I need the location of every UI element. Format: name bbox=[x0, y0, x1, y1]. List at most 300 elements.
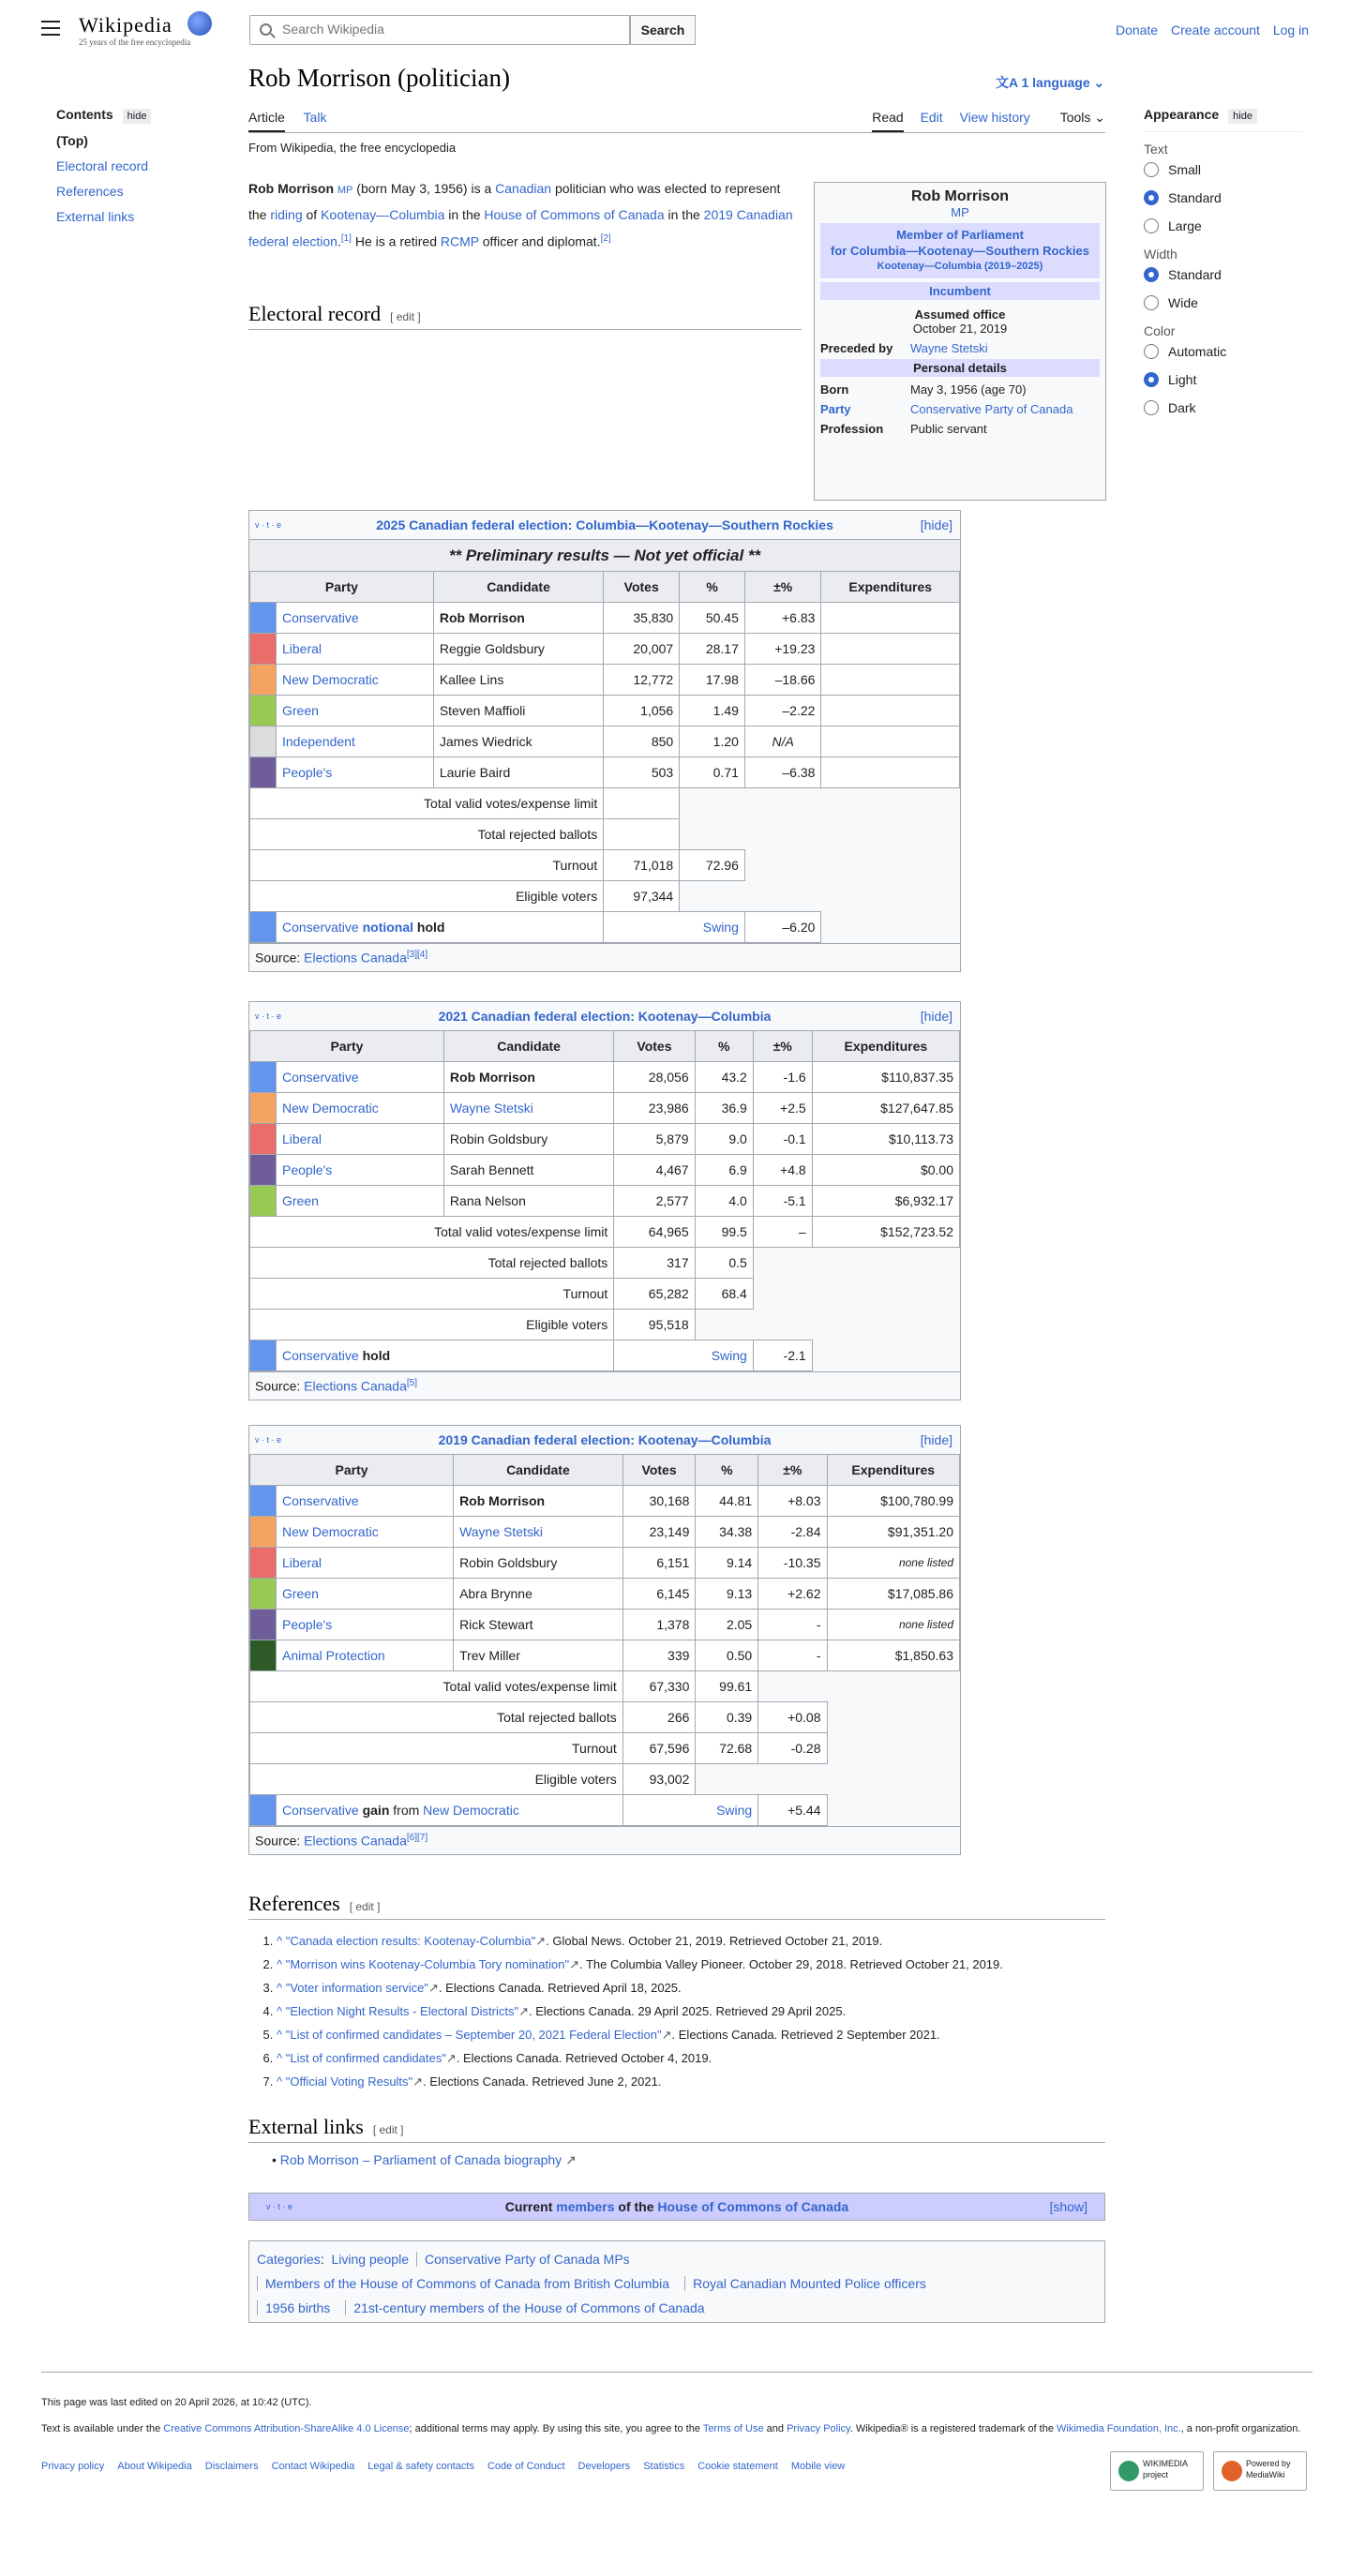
candidate-cell bbox=[454, 1548, 623, 1579]
rejected-change: +0.08 bbox=[758, 1702, 827, 1733]
kootenay-columbia-link[interactable]: Kootenay—Columbia bbox=[321, 207, 445, 222]
radio[interactable] bbox=[1144, 162, 1159, 177]
ref-details: . Elections Canada. Retrieved April 18, 2025. bbox=[438, 1981, 682, 1995]
ref-title-link[interactable]: "Morrison wins Kootenay-Columbia Tory nomination" bbox=[285, 1957, 570, 1971]
category-link[interactable]: 21st-century members of the House of Commons of Canada bbox=[345, 2300, 712, 2315]
infobox-party[interactable]: Conservative Party of Canada bbox=[910, 402, 1073, 416]
text-size-standard[interactable] bbox=[1144, 190, 1303, 205]
source-link[interactable]: Elections Canada bbox=[304, 950, 407, 966]
cell-d: –18.66 bbox=[744, 665, 821, 696]
party-cell bbox=[277, 1062, 444, 1093]
turnout-percent: 72.96 bbox=[680, 850, 745, 881]
empty bbox=[680, 819, 960, 850]
text: ; additional terms may apply. By using this site, you agree to the bbox=[409, 2423, 703, 2434]
mp-link[interactable]: MP bbox=[337, 185, 353, 196]
toc-item-electoral-record[interactable]: Electoral record bbox=[56, 158, 149, 173]
tab-read[interactable]: Read bbox=[872, 110, 903, 132]
user-links bbox=[1106, 22, 1309, 37]
tab-tools[interactable]: Tools ⌄ bbox=[1059, 110, 1105, 125]
cell-d: +8.03 bbox=[758, 1486, 827, 1517]
party-cell bbox=[277, 1486, 454, 1517]
infobox-role[interactable]: Member of Parliament bbox=[896, 228, 1024, 242]
category-link[interactable]: Conservative Party of Canada MPs bbox=[416, 2252, 638, 2267]
text: . Wikipedia® is a registered trademark of the bbox=[849, 2423, 1057, 2434]
total-valid-votes: 67,330 bbox=[622, 1671, 696, 1702]
color-dark[interactable] bbox=[1144, 400, 1303, 415]
reference-item bbox=[277, 1999, 1120, 2023]
notional-link[interactable]: notional bbox=[362, 920, 414, 935]
candidate-name: Robin Goldsbury bbox=[459, 1555, 558, 1570]
source-label: Source: bbox=[255, 950, 305, 966]
color-automatic[interactable] bbox=[1144, 344, 1303, 359]
party-cell bbox=[277, 1124, 444, 1155]
rejected-percent: 0.39 bbox=[696, 1702, 758, 1733]
rejected-label: Total rejected ballots bbox=[250, 1702, 623, 1733]
eligible-label: Eligible voters bbox=[250, 1310, 614, 1340]
party-link[interactable]: Green bbox=[282, 703, 319, 718]
text: of bbox=[302, 207, 322, 222]
col-candidate: Candidate bbox=[443, 1031, 613, 1062]
col-party: Party bbox=[250, 572, 434, 603]
cell-v: 12,772 bbox=[604, 665, 680, 696]
footer-link[interactable]: Developers bbox=[578, 2461, 631, 2472]
logo-tagline: 25 years of the free encyclopedia bbox=[79, 37, 191, 47]
cell-v: 28,056 bbox=[614, 1062, 695, 1093]
ref-title-link[interactable]: "Election Night Results - Electoral Districts" bbox=[285, 2004, 519, 2018]
results-table bbox=[249, 1454, 960, 1826]
footer-link[interactable]: Mobile view bbox=[790, 2461, 846, 2472]
cell-pc: 43.2 bbox=[695, 1062, 753, 1093]
categories-label[interactable]: Categories bbox=[257, 2252, 321, 2267]
house-of-commons-link[interactable]: House of Commons of Canada bbox=[657, 2199, 849, 2214]
radio-label: Automatic bbox=[1168, 344, 1227, 359]
appearance-hide-button[interactable]: hide bbox=[1228, 109, 1257, 124]
party-swatch bbox=[250, 1517, 277, 1548]
section-electoral-record bbox=[248, 302, 802, 330]
infobox-key[interactable]: Party bbox=[820, 402, 851, 416]
footer-link[interactable]: Legal & safety contacts bbox=[368, 2461, 474, 2472]
empty bbox=[758, 1671, 960, 1702]
toc-item-top[interactable]: (Top) bbox=[56, 133, 88, 148]
candidate-cell bbox=[443, 1186, 613, 1217]
vte-links[interactable]: v · t · e bbox=[255, 1435, 282, 1445]
infobox-personal: Personal details bbox=[820, 359, 1100, 377]
ref-backlink[interactable]: ^ bbox=[277, 2051, 286, 2065]
party-cell bbox=[277, 1155, 444, 1186]
col-party: Party bbox=[250, 1455, 454, 1486]
party-cell bbox=[277, 696, 434, 726]
party-link[interactable]: New Democratic bbox=[423, 1803, 519, 1818]
ref-link[interactable]: [2] bbox=[600, 233, 611, 244]
empty bbox=[696, 1764, 960, 1795]
reference-item bbox=[277, 1976, 1120, 1999]
candidate-name[interactable]: Wayne Stetski bbox=[449, 1101, 533, 1116]
cell-v: 1,378 bbox=[622, 1610, 696, 1640]
party-swatch bbox=[250, 757, 277, 788]
swing-value: +5.44 bbox=[758, 1795, 827, 1826]
election-2025-table bbox=[248, 510, 961, 972]
party-link[interactable]: Conservative bbox=[282, 1348, 359, 1363]
table-of-contents bbox=[56, 107, 206, 234]
ref-link[interactable]: [1] bbox=[340, 233, 352, 244]
ref-details: . Elections Canada. 29 April 2025. Retrieved 29 April 2025. bbox=[528, 2004, 847, 2018]
ref-link[interactable]: [3][4] bbox=[406, 950, 428, 960]
col-expenditures: Expenditures bbox=[827, 1455, 960, 1486]
search-input[interactable] bbox=[282, 22, 563, 37]
table-row bbox=[250, 1093, 960, 1124]
canadian-link[interactable]: Canadian bbox=[495, 181, 552, 196]
hold-cell bbox=[277, 1340, 614, 1371]
language-button[interactable]: 文A 1 language ⌄ bbox=[996, 75, 1105, 90]
col-candidate: Candidate bbox=[454, 1455, 623, 1486]
table-row bbox=[250, 665, 960, 696]
external-link[interactable]: Rob Morrison – Parliament of Canada biography bbox=[279, 2152, 562, 2167]
edit-link[interactable]: [ edit ] bbox=[372, 2123, 404, 2136]
cell-e: $10,113.73 bbox=[812, 1124, 959, 1155]
party-link[interactable]: Liberal bbox=[282, 1131, 322, 1146]
cell-pc: 9.13 bbox=[696, 1579, 758, 1610]
cell-e bbox=[821, 757, 960, 788]
candidate-cell bbox=[443, 1124, 613, 1155]
rcmp-link[interactable]: RCMP bbox=[440, 233, 479, 249]
table-row bbox=[250, 1640, 960, 1671]
party-cell bbox=[277, 1610, 454, 1640]
eligible-voters: 95,518 bbox=[614, 1310, 695, 1340]
cell-d: –6.38 bbox=[744, 757, 821, 788]
cell-pc: 9.0 bbox=[695, 1124, 753, 1155]
infobox-preceded-by[interactable]: Wayne Stetski bbox=[910, 341, 988, 355]
col-votes: Votes bbox=[604, 572, 680, 603]
candidate-name: Sarah Bennett bbox=[449, 1162, 534, 1177]
riding-link[interactable]: riding bbox=[270, 207, 303, 222]
mediawiki-badge[interactable] bbox=[1213, 2451, 1307, 2491]
reference-item bbox=[277, 1929, 1120, 1953]
category-link[interactable]: Royal Canadian Mounted Police officers bbox=[684, 2276, 934, 2291]
cell-pc: 28.17 bbox=[680, 634, 745, 665]
empty bbox=[753, 1279, 959, 1310]
reference-item bbox=[277, 2070, 1120, 2093]
radio[interactable] bbox=[1144, 372, 1159, 387]
footer-link[interactable]: About Wikipedia bbox=[117, 2461, 192, 2472]
swing-link[interactable]: Swing bbox=[622, 1795, 758, 1826]
cell-pc: 0.71 bbox=[680, 757, 745, 788]
footer-link[interactable]: Contact Wikipedia bbox=[271, 2461, 355, 2472]
party-link[interactable]: Conservative bbox=[282, 1493, 359, 1508]
party-link[interactable]: People's bbox=[282, 765, 333, 780]
wikimedia-icon bbox=[1118, 2461, 1139, 2481]
footer-link[interactable]: Statistics bbox=[643, 2461, 685, 2472]
party-link[interactable]: Liberal bbox=[282, 641, 322, 656]
source-line bbox=[249, 1371, 960, 1400]
party-swatch bbox=[250, 912, 277, 943]
party-link[interactable]: Conservative bbox=[282, 610, 359, 625]
candidate-name: Abra Brynne bbox=[459, 1586, 532, 1601]
infobox-key: Profession bbox=[820, 422, 884, 436]
tab-view-history[interactable]: View history bbox=[959, 110, 1030, 125]
footer-link[interactable]: Code of Conduct bbox=[487, 2461, 565, 2472]
candidate-cell bbox=[454, 1579, 623, 1610]
party-link[interactable]: Independent bbox=[282, 734, 355, 749]
ext-icon: ↗ bbox=[412, 2074, 424, 2089]
page-title: Rob Morrison (politician) bbox=[248, 64, 510, 92]
party-link[interactable]: Conservative bbox=[282, 1070, 359, 1085]
col-votes: Votes bbox=[622, 1455, 696, 1486]
cell-pc: 9.14 bbox=[696, 1548, 758, 1579]
color-light[interactable] bbox=[1144, 372, 1303, 387]
cell-e: $6,932.17 bbox=[812, 1186, 959, 1217]
infobox-key: Preceded by bbox=[820, 341, 893, 355]
menu-icon[interactable] bbox=[41, 21, 60, 36]
ref-link[interactable]: [5] bbox=[406, 1378, 418, 1388]
party-swatch bbox=[250, 726, 277, 757]
candidate-cell bbox=[433, 603, 603, 634]
radio[interactable] bbox=[1144, 218, 1159, 233]
text: Text is available under the bbox=[41, 2423, 164, 2434]
table-row bbox=[250, 696, 960, 726]
text-size-small[interactable] bbox=[1144, 162, 1303, 177]
total-valid-change: – bbox=[753, 1217, 812, 1248]
col-party: Party bbox=[250, 1031, 444, 1062]
party-swatch bbox=[250, 665, 277, 696]
cell-d: - bbox=[758, 1640, 827, 1671]
party-link[interactable]: Conservative bbox=[282, 920, 359, 935]
turnout-votes: 71,018 bbox=[604, 850, 680, 881]
result-rows bbox=[250, 603, 960, 788]
cell-v: 5,879 bbox=[614, 1124, 695, 1155]
ref-title-link[interactable]: "Official Voting Results" bbox=[285, 2074, 413, 2089]
cell-pc: 17.98 bbox=[680, 665, 745, 696]
cell-e bbox=[821, 726, 960, 757]
cell-d: –2.22 bbox=[744, 696, 821, 726]
ref-details: . Elections Canada. Retrieved June 2, 2021. bbox=[423, 2074, 662, 2089]
radio-label: Dark bbox=[1168, 400, 1196, 415]
party-link[interactable]: New Democratic bbox=[282, 1101, 379, 1116]
footer-link[interactable]: Disclaimers bbox=[204, 2461, 259, 2472]
wikipedia-globe-icon[interactable] bbox=[188, 11, 212, 36]
party-cell bbox=[277, 757, 434, 788]
cell-d: +2.62 bbox=[758, 1579, 827, 1610]
width-wide[interactable] bbox=[1144, 295, 1303, 310]
source-label: Source: bbox=[255, 1833, 305, 1849]
table-title[interactable]: 2019 Canadian federal election: Kootenay—Columbia bbox=[438, 1432, 772, 1447]
vte-links[interactable]: v · t · e bbox=[255, 520, 282, 530]
rejected-label: Total rejected ballots bbox=[250, 1248, 614, 1279]
candidate-cell bbox=[433, 634, 603, 665]
infobox-mp[interactable]: MP bbox=[951, 205, 969, 219]
category-link[interactable]: Members of the House of Commons of Canada from British Columbia bbox=[257, 2276, 677, 2291]
logo-wordmark[interactable]: Wikipedia bbox=[79, 13, 172, 37]
cell-d: -2.84 bbox=[758, 1517, 827, 1548]
col-expenditures: Expenditures bbox=[812, 1031, 959, 1062]
house-of-commons-link[interactable]: House of Commons of Canada bbox=[484, 207, 665, 222]
source-link[interactable]: Elections Canada bbox=[304, 1833, 407, 1849]
footer-link[interactable]: Cookie statement bbox=[698, 2461, 778, 2472]
toc-title: Contents bbox=[56, 107, 113, 122]
tools-label: Tools bbox=[1059, 110, 1091, 125]
party-swatch bbox=[250, 1340, 277, 1371]
party-swatch bbox=[250, 634, 277, 665]
ref-backlink[interactable]: ^ bbox=[277, 1981, 286, 1995]
turnout-percent: 68.4 bbox=[695, 1279, 753, 1310]
navbox-text: Current bbox=[504, 2199, 557, 2214]
table-row bbox=[250, 1517, 960, 1548]
table-row bbox=[250, 1062, 960, 1093]
radio[interactable] bbox=[1144, 267, 1159, 282]
tab-edit[interactable]: Edit bbox=[920, 110, 943, 125]
party-swatch bbox=[250, 1548, 277, 1579]
radio-label: Small bbox=[1168, 162, 1202, 177]
tab-talk[interactable]: Talk bbox=[303, 110, 327, 125]
col-change: ±% bbox=[753, 1031, 812, 1062]
cell-d: -1.6 bbox=[753, 1062, 812, 1093]
width-standard[interactable] bbox=[1144, 267, 1303, 282]
radio[interactable] bbox=[1144, 344, 1159, 359]
cell-pc: 2.05 bbox=[696, 1610, 758, 1640]
terms-link[interactable]: Terms of Use bbox=[702, 2423, 764, 2434]
reference-item bbox=[277, 1953, 1120, 1976]
category-link[interactable]: 1956 births bbox=[257, 2300, 338, 2315]
preliminary-notice: ** Preliminary results — Not yet official ** bbox=[249, 539, 960, 571]
candidate-name: Robin Goldsbury bbox=[449, 1131, 548, 1146]
toc-hide-button[interactable]: hide bbox=[123, 109, 152, 124]
cell-v: 6,145 bbox=[622, 1579, 696, 1610]
search-button[interactable]: Search bbox=[630, 15, 696, 45]
party-link[interactable]: Animal Protection bbox=[282, 1648, 385, 1663]
infobox-prev-riding[interactable]: Kootenay—Columbia (2019–2025) bbox=[877, 261, 1043, 272]
party-link[interactable]: People's bbox=[282, 1617, 333, 1632]
party-link[interactable]: New Democratic bbox=[282, 1524, 379, 1539]
party-link[interactable]: New Democratic bbox=[282, 672, 379, 687]
cell-d: +4.8 bbox=[753, 1155, 812, 1186]
hide-toggle[interactable]: [hide] bbox=[920, 1432, 952, 1447]
party-swatch bbox=[250, 1186, 277, 1217]
from-wikipedia: From Wikipedia, the free encyclopedia bbox=[248, 141, 457, 155]
ref-title-link[interactable]: "Voter information service" bbox=[285, 1981, 429, 1995]
footer-link[interactable]: Privacy policy bbox=[41, 2461, 105, 2472]
login-link[interactable]: Log in bbox=[1272, 22, 1309, 37]
party-link[interactable]: Green bbox=[282, 1586, 319, 1601]
swing-link[interactable]: Swing bbox=[614, 1340, 754, 1371]
expense-limit: $152,723.52 bbox=[812, 1217, 959, 1248]
ref-title-link[interactable]: "List of confirmed candidates – September 20, 2021 Federal Election" bbox=[285, 2028, 662, 2042]
col-percent: % bbox=[696, 1455, 758, 1486]
appearance-title: Appearance bbox=[1144, 107, 1220, 122]
party-link[interactable]: Green bbox=[282, 1193, 319, 1208]
hide-toggle[interactable]: [hide] bbox=[920, 1009, 952, 1024]
party-swatch bbox=[250, 1610, 277, 1640]
create-account-link[interactable]: Create account bbox=[1171, 22, 1260, 37]
party-link[interactable]: Conservative bbox=[282, 1803, 359, 1818]
candidate-cell bbox=[454, 1610, 623, 1640]
toc-item-references[interactable]: References bbox=[56, 184, 124, 199]
subject-name: Rob Morrison bbox=[248, 181, 334, 196]
wikimedia-badge[interactable] bbox=[1110, 2451, 1204, 2491]
mediawiki-icon bbox=[1222, 2461, 1242, 2481]
infobox-incumbent[interactable]: Incumbent bbox=[820, 282, 1100, 300]
table-row bbox=[250, 603, 960, 634]
eligible-voters: 93,002 bbox=[622, 1764, 696, 1795]
ref-backlink[interactable]: ^ bbox=[277, 2004, 286, 2018]
ref-backlink[interactable]: ^ bbox=[277, 2028, 286, 2042]
source-label: Source: bbox=[255, 1378, 305, 1394]
table-title[interactable]: 2025 Canadian federal election: Columbia—Kootenay—Southern Rockies bbox=[376, 517, 833, 532]
party-link[interactable]: People's bbox=[282, 1162, 333, 1177]
vte-links[interactable]: v · t · e bbox=[266, 2202, 293, 2211]
cell-e: $17,085.86 bbox=[827, 1579, 960, 1610]
donate-link[interactable]: Donate bbox=[1115, 22, 1159, 37]
infobox-riding[interactable]: for Columbia—Kootenay—Southern Rockies bbox=[831, 244, 1089, 258]
swing-link[interactable]: Swing bbox=[604, 912, 745, 943]
election-2019-link[interactable]: 2019 Canadian federal election bbox=[248, 207, 793, 249]
edit-link[interactable]: [ edit ] bbox=[390, 310, 421, 323]
table-title[interactable]: 2021 Canadian federal election: Kootenay—Columbia bbox=[438, 1009, 772, 1024]
party-cell bbox=[277, 726, 434, 757]
cell-v: 339 bbox=[622, 1640, 696, 1671]
radio[interactable] bbox=[1144, 295, 1159, 310]
table-row bbox=[250, 757, 960, 788]
party-swatch bbox=[250, 1155, 277, 1186]
ref-title-link[interactable]: "Canada election results: Kootenay-Columbia" bbox=[285, 1934, 536, 1948]
empty bbox=[604, 819, 680, 850]
col-votes: Votes bbox=[614, 1031, 695, 1062]
total-valid-percent: 99.61 bbox=[696, 1671, 758, 1702]
ref-backlink[interactable]: ^ bbox=[277, 1957, 286, 1971]
search-box[interactable] bbox=[249, 15, 630, 45]
hide-toggle[interactable]: [hide] bbox=[920, 517, 952, 532]
cell-v: 6,151 bbox=[622, 1548, 696, 1579]
edit-link[interactable]: [ edit ] bbox=[349, 1900, 381, 1913]
radio[interactable] bbox=[1144, 190, 1159, 205]
rejected-votes: 317 bbox=[614, 1248, 695, 1279]
privacy-link[interactable]: Privacy Policy bbox=[787, 2423, 850, 2434]
results-table bbox=[249, 571, 960, 943]
cell-e bbox=[821, 634, 960, 665]
wmf-link[interactable]: Wikimedia Foundation, Inc. bbox=[1057, 2423, 1181, 2434]
toc-item-external-links[interactable]: External links bbox=[56, 209, 135, 224]
ref-backlink[interactable]: ^ bbox=[277, 2074, 286, 2089]
cell-d: +2.5 bbox=[753, 1093, 812, 1124]
party-swatch bbox=[250, 1124, 277, 1155]
candidate-name: Laurie Baird bbox=[439, 765, 511, 780]
section-external-links bbox=[248, 2115, 1105, 2143]
candidate-name[interactable]: Wayne Stetski bbox=[459, 1524, 544, 1539]
table-row bbox=[250, 1579, 960, 1610]
text-size-large[interactable] bbox=[1144, 218, 1303, 233]
party-link[interactable]: Liberal bbox=[282, 1555, 322, 1570]
turnout-label: Turnout bbox=[250, 1733, 623, 1764]
cell-e bbox=[821, 603, 960, 634]
license-link[interactable]: Creative Commons Attribution-ShareAlike 4.0 License bbox=[163, 2423, 410, 2434]
candidate-cell bbox=[454, 1517, 623, 1548]
ref-link[interactable]: [6][7] bbox=[406, 1833, 428, 1843]
table-row bbox=[250, 1124, 960, 1155]
cell-v: 20,007 bbox=[604, 634, 680, 665]
vte-links[interactable]: v · t · e bbox=[255, 1011, 282, 1021]
cell-pc: 44.81 bbox=[696, 1486, 758, 1517]
ref-title-link[interactable]: "List of confirmed candidates" bbox=[285, 2051, 446, 2065]
tab-article[interactable]: Article bbox=[248, 110, 285, 132]
source-link[interactable]: Elections Canada bbox=[304, 1378, 407, 1394]
members-link[interactable]: members bbox=[556, 2199, 615, 2214]
radio[interactable] bbox=[1144, 400, 1159, 415]
total-valid-percent: 99.5 bbox=[695, 1217, 753, 1248]
infobox-role-band bbox=[820, 223, 1100, 278]
rejected-votes: 266 bbox=[622, 1702, 696, 1733]
ref-backlink[interactable]: ^ bbox=[277, 1934, 286, 1948]
radio-label: Standard bbox=[1168, 267, 1222, 282]
category-link[interactable]: Living people bbox=[331, 2252, 409, 2267]
show-toggle[interactable]: [show] bbox=[1049, 2199, 1088, 2214]
